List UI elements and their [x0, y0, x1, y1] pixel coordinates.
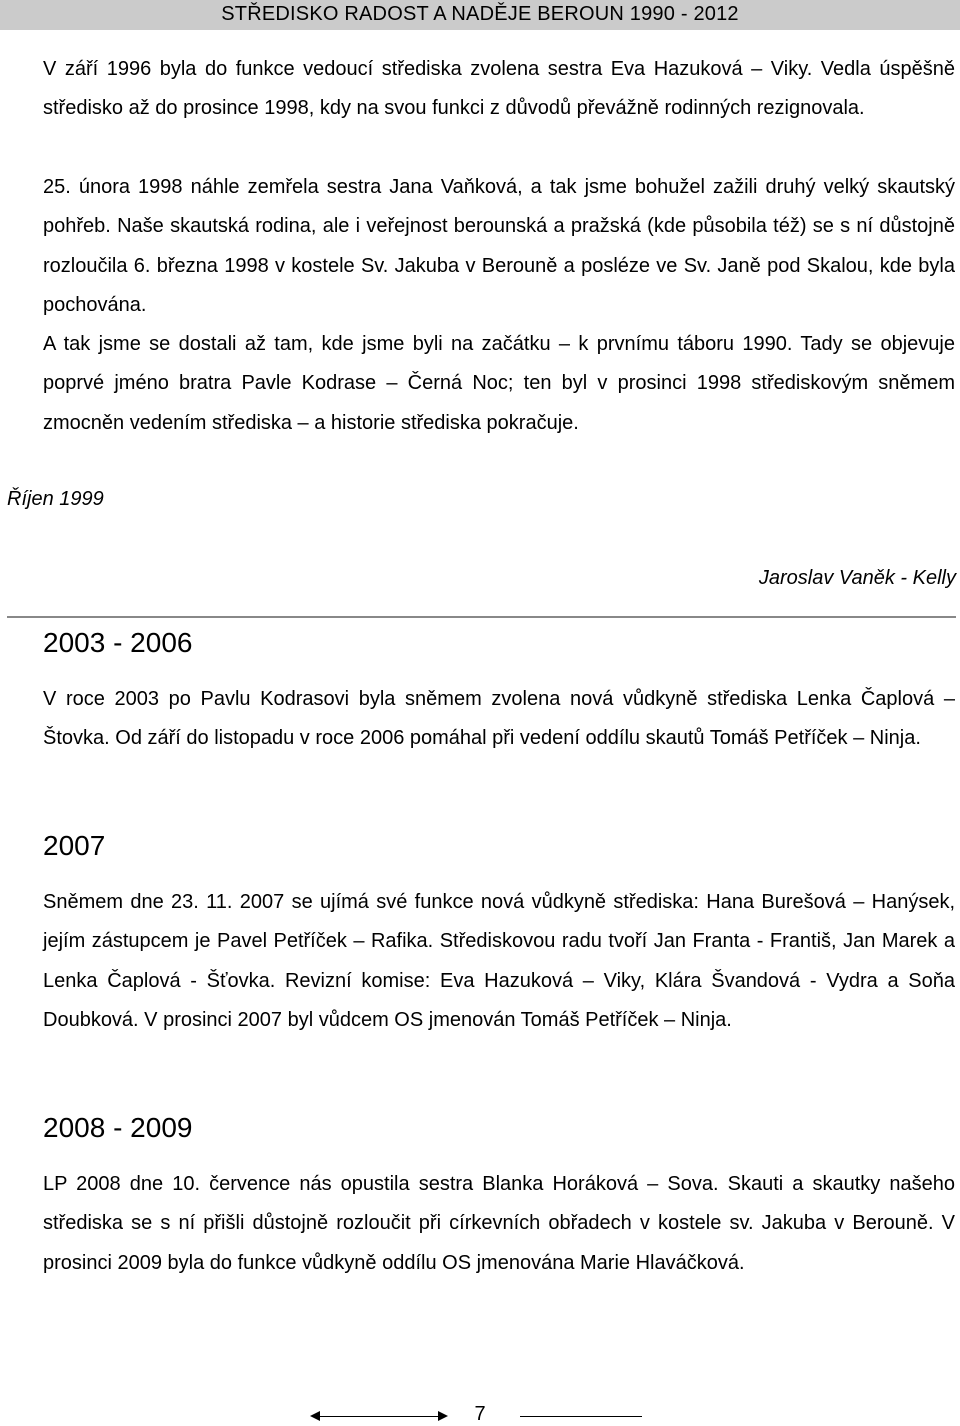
paragraph-vankova: 25. února 1998 náhle zemřela sestra Jana Vaňková, a tak jsme bohužel zažili druhý velký skautský pohřeb. Naše skautská rodina, ale i veřejnost berounská a pražská (kde působila též) se s ní důstojně rozloučila 6. března 1998 v kostele Sv. Jakuba v Berouně a posléze ve Sv. Janě pod Skalou, kde byla pochována.	[43, 176, 955, 316]
section-text-2007: Sněmem dne 23. 11. 2007 se ujímá své funkce nová vůdkyně střediska: Hana Burešová – Hanýsek, jejím zástupcem je Pavel Petříček – Rafika. Střediskovou radu tvoří Jan Franta - Františ, Jan Marek a Lenka Čaplová - Šťovka. Revizní komise: Eva Hazuková – Viky, Klára Švandová - Vydra a Soňa Doubková. V prosinci 2007 byl vůdcem OS jmenován Tomáš Petříček – Ninja.	[43, 891, 955, 1031]
paragraph-kodras: A tak jsme se dostali až tam, kde jsme byli na začátku – k prvnímu táboru 1990. Tady se objevuje poprvé jméno bratra Pavle Kodrase – Černá Noc; ten byl v prosinci 1998 střediskovým sněmem zmocněn vedením střediska – a historie střediska pokračuje.	[43, 333, 955, 434]
header-title: STŘEDISKO RADOST A NADĚJE BEROUN 1990 - 2012	[221, 3, 739, 25]
section-heading-2008-2009: 2008 - 2009	[43, 1112, 193, 1143]
section-text-2008-2009: LP 2008 dne 10. července nás opustila sestra Blanka Horáková – Sova. Skauti a skautky našeho střediska se s ní přišli důstojně rozloučit při církevních obřadech v kostele sv. Jakuba v Berouně. V prosinci 2009 byla do funkce vůdkyně oddílu OS jmenována Marie Hlaváčková.	[43, 1173, 955, 1274]
footer-arrow-right-icon	[438, 1411, 448, 1421]
footer-line-right	[520, 1416, 642, 1417]
section-text-2003-2006: V roce 2003 po Pavlu Kodrasovi byla sněmem zvolena nová vůdkyně střediska Lenka Čaplová – Štovka. Od září do listopadu v roce 2006 pomáhal při vedení oddílu skautů Tomáš Petříček – Ninja.	[43, 688, 955, 750]
section-heading-2003-2006: 2003 - 2006	[43, 627, 193, 658]
footer-arrow-line-left	[318, 1416, 440, 1417]
footer-arrow-left-icon	[310, 1411, 320, 1421]
paragraph-viky: V září 1996 byla do funkce vedoucí střediska zvolena sestra Eva Hazuková – Viky. Vedla úspěšně středisko až do prosince 1998, kdy na svou funkci z důvodů převážně rodinných rezignovala.	[43, 58, 955, 120]
author-signature: Jaroslav Vaněk - Kelly	[758, 567, 956, 589]
section-divider	[7, 616, 956, 618]
page-header	[0, 0, 960, 30]
date-line: Říjen 1999	[7, 488, 104, 510]
section-heading-2007: 2007	[43, 830, 106, 861]
page-number: 7	[474, 1403, 486, 1425]
